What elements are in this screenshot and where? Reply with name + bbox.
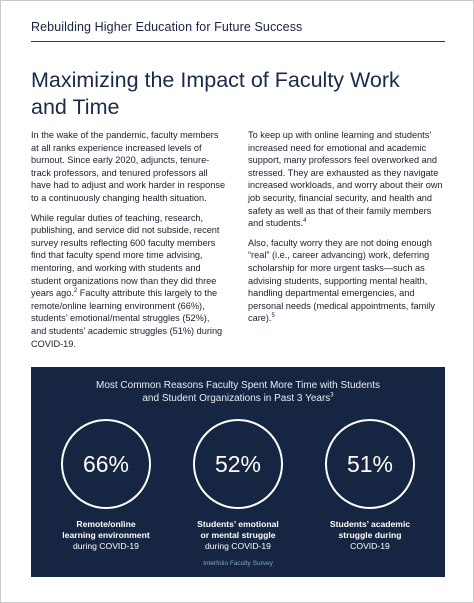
stat-label-plain: during COVID-19 bbox=[205, 541, 271, 551]
stat-emotional-struggle bbox=[178, 419, 298, 552]
source-caption: Interfolio Faculty Survey bbox=[203, 560, 273, 567]
right-paragraph-1 bbox=[248, 129, 444, 230]
stat-circle bbox=[325, 419, 415, 509]
page-title-line2: and Time bbox=[31, 95, 120, 119]
stat-label bbox=[178, 519, 298, 552]
footnote-ref: 4 bbox=[303, 218, 307, 225]
left-paragraph-2-continued: Faculty attribute this largely to the remote/online learning environment (66%), students’ emotional/mental struggles (52%), and students’ academic struggles (51%) during COVID-19. bbox=[31, 288, 223, 349]
stat-label-bold-line2: struggle during bbox=[338, 530, 402, 540]
footnote-ref: 2 bbox=[73, 288, 78, 295]
stat-label-plain: COVID-19 bbox=[350, 541, 390, 551]
right-paragraph-2-text: Also, faculty worry they are not doing enough “real” (i.e., career advancing) work, deferring scholarship for more urgent tasks—such as advising students, supporting mental health, handling departmental emergencies, and personal needs (medical appointments, family care). bbox=[248, 237, 435, 324]
statistics-panel bbox=[31, 367, 445, 577]
page-title bbox=[31, 67, 445, 121]
stat-label-bold-line1: Students’ emotional bbox=[197, 519, 279, 529]
stat-value: 51% bbox=[346, 450, 394, 477]
stat-label-plain: during COVID-19 bbox=[73, 541, 139, 551]
stat-label bbox=[310, 519, 430, 552]
stat-circle bbox=[193, 419, 283, 509]
stat-label-bold-line1: Students’ academic bbox=[329, 519, 411, 529]
footnote-ref: 5 bbox=[271, 313, 275, 320]
stat-label bbox=[46, 519, 166, 552]
left-paragraph-1: In the wake of the pandemic, faculty members at all ranks experience increased levels of burnout. Since early 2020, adjuncts, tenure-track professors, and tenured professors all have had to adjust and work harder in response to a continuously changing health situation. bbox=[31, 130, 226, 203]
header-divider bbox=[31, 41, 445, 42]
left-column bbox=[31, 129, 227, 357]
stat-value: 66% bbox=[82, 450, 130, 477]
stat-value: 52% bbox=[214, 450, 262, 477]
stat-academic-struggle bbox=[310, 419, 430, 552]
panel-title bbox=[31, 379, 445, 405]
right-paragraph-2 bbox=[248, 237, 444, 325]
right-column bbox=[248, 129, 444, 332]
page-title-line1: Maximizing the Impact of Faculty Work bbox=[31, 68, 400, 92]
footnote-ref: 3 bbox=[330, 392, 334, 399]
stat-label-bold-line2: learning environment bbox=[62, 530, 150, 540]
stat-label-bold-line1: Remote/online bbox=[76, 519, 136, 529]
running-header: Rebuilding Higher Education for Future Success bbox=[31, 20, 303, 34]
stat-circle bbox=[61, 419, 151, 509]
stat-remote-learning bbox=[46, 419, 166, 552]
left-paragraph-2-text: While regular duties of teaching, research, publishing, and service did not subside, recent survey results reflecting 600 faculty members find that faculty spend more time advising, mentoring, and working with students and student organizations now than they did three years ago. bbox=[31, 212, 220, 299]
right-paragraph-1-text: To keep up with online learning and students’ increased need for emotional and academic support, many professors feel overworked and stressed. They are exhausted as they navigate increased workloads, and worry about their own job security, financial security, and health and safety as well as that of their family members and students. bbox=[248, 130, 443, 229]
panel-title-line1: Most Common Reasons Faculty Spent More Time with Students bbox=[95, 380, 380, 391]
stat-label-bold-line2: or mental struggle bbox=[200, 530, 276, 540]
left-paragraph-2 bbox=[31, 212, 227, 351]
panel-title-line2: and Student Organizations in Past 3 Years bbox=[142, 393, 331, 404]
